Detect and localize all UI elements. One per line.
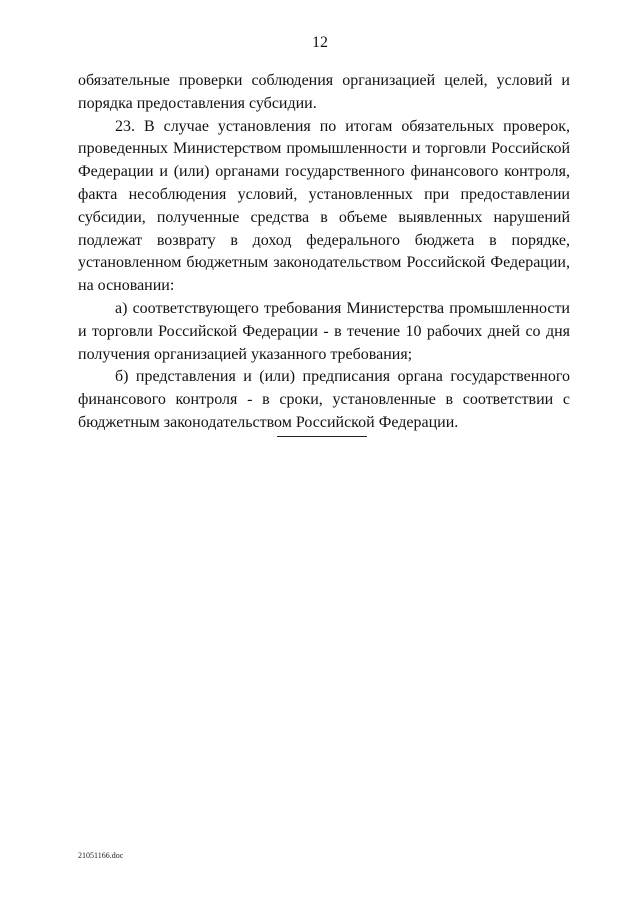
paragraph-23: 23. В случае установления по итогам обязательных проверок, проведенных Министерством промышленности и торговли Российской Федерации и (или) органами государственного финансового контроля, факта несоблюдения условий, установленных при предоставлении субсидии, полученные средства в объеме выявленных нарушений подлежат возврату в доход федерального бюджета в порядке, установленном бюджетным законодательством Российской Федерации, на основании:: [78, 117, 570, 295]
document-body: [78, 70, 570, 435]
footer-file-name: 21051166.doc: [78, 851, 124, 860]
page-number: 12: [312, 34, 328, 51]
paragraph-continuation: обязательные проверки соблюдения организацией целей, условий и порядка предоставления субсидии.: [78, 72, 570, 112]
end-of-text-separator: [277, 436, 367, 437]
paragraph-23-item-a: а) соответствующего требования Министерства промышленности и торговли Российской Федерации - в течение 10 рабочих дней со дня получения организацией указанного требования;: [78, 299, 570, 363]
paragraph-23-item-b: б) представления и (или) предписания органа государственного финансового контроля - в сроки, установленные в соответствии с бюджетным законодательством Российской Федерации.: [78, 368, 570, 431]
